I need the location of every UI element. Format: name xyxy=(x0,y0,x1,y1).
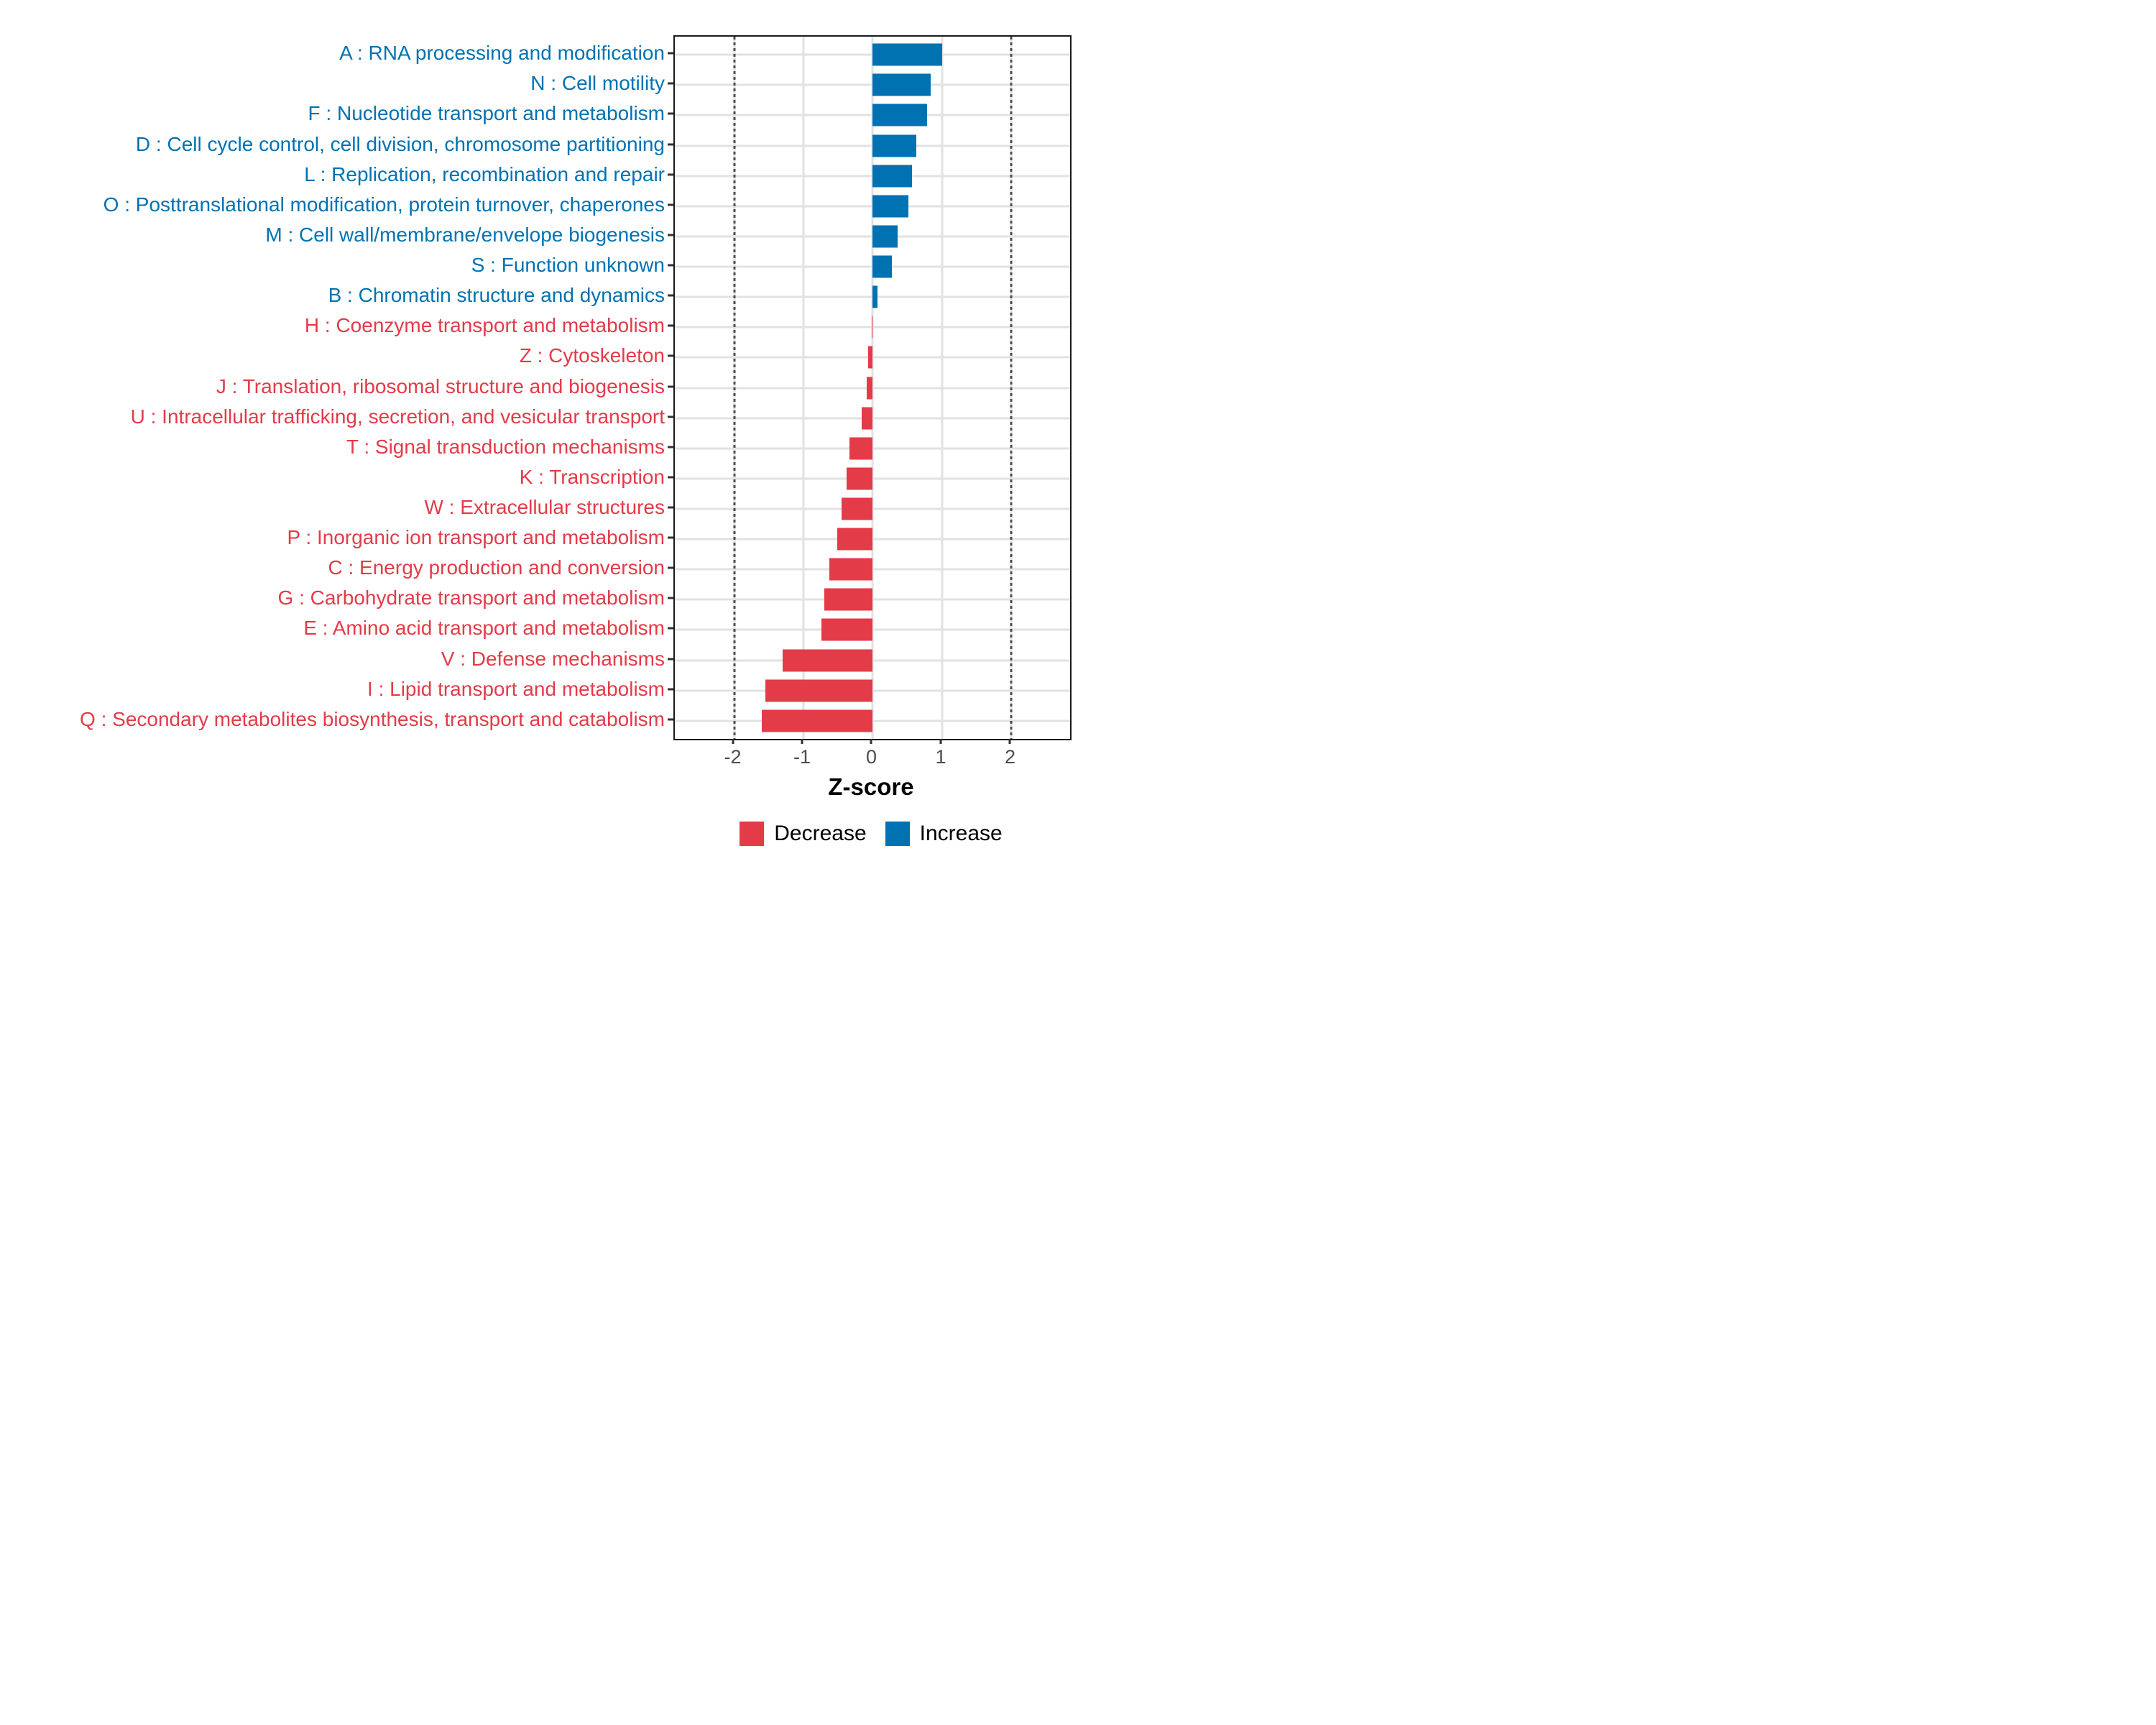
bar-H xyxy=(872,316,873,339)
x-tick-label-2: 2 xyxy=(1004,746,1015,768)
category-label-M: M : Cell wall/membrane/envelope biogenesis xyxy=(265,223,665,246)
bar-K xyxy=(847,467,873,489)
bar-O xyxy=(872,195,908,217)
x-tick-label--1: -1 xyxy=(793,746,811,768)
category-label-H: H : Coenzyme transport and metabolism xyxy=(304,314,665,337)
x-tick-2 xyxy=(1009,739,1011,744)
x-tick-0 xyxy=(870,739,872,744)
y-tick-V xyxy=(668,658,673,660)
bar-P xyxy=(837,528,872,551)
bar-Z xyxy=(868,346,873,369)
x-axis-tick-marks xyxy=(673,739,1069,744)
category-label-L: L : Replication, recombination and repair xyxy=(304,162,665,185)
y-tick-K xyxy=(668,476,673,478)
bar-G xyxy=(824,589,873,611)
bar-D xyxy=(872,134,916,157)
decrease-color-swatch xyxy=(740,822,764,846)
legend-item-decrease xyxy=(740,822,866,846)
category-label-U: U : Intracellular trafficking, secretion, and vesicular transport xyxy=(130,405,665,428)
bar-F xyxy=(872,104,926,126)
category-label-I: I : Lipid transport and metabolism xyxy=(367,677,665,700)
bar-T xyxy=(849,437,873,459)
category-axis-labels xyxy=(0,35,665,737)
legend-label-decrease: Decrease xyxy=(774,822,867,845)
bar-A xyxy=(872,44,941,66)
y-tick-Q xyxy=(668,718,673,720)
y-tick-I xyxy=(668,688,673,690)
reference-line xyxy=(733,37,735,739)
y-tick-H xyxy=(668,325,673,327)
category-label-J: J : Translation, ribosomal structure and biogenesis xyxy=(216,374,665,397)
legend-item-increase xyxy=(885,822,1003,846)
y-tick-F xyxy=(668,113,673,115)
x-tick-label-1: 1 xyxy=(935,746,946,768)
reference-line xyxy=(1010,37,1013,739)
category-label-W: W : Extracellular structures xyxy=(424,495,665,518)
y-tick-G xyxy=(668,597,673,599)
y-tick-W xyxy=(668,506,673,508)
plot-panel xyxy=(673,35,1072,740)
legend-label-increase: Increase xyxy=(919,822,1003,845)
bar-N xyxy=(872,74,930,96)
y-tick-T xyxy=(668,446,673,448)
y-tick-N xyxy=(668,83,673,85)
x-axis-title: Z-score xyxy=(828,773,914,800)
category-label-B: B : Chromatin structure and dynamics xyxy=(328,284,665,307)
bar-C xyxy=(829,558,873,581)
y-tick-S xyxy=(668,264,673,267)
bar-S xyxy=(872,256,891,278)
x-tick--1 xyxy=(801,739,803,744)
y-tick-D xyxy=(668,143,673,145)
category-label-P: P : Inorganic ion transport and metabolism xyxy=(287,526,665,549)
category-label-F: F : Nucleotide transport and metabolism xyxy=(308,102,665,125)
y-axis-tick-marks xyxy=(668,35,673,737)
bar-Q xyxy=(762,709,872,732)
x-tick-label--2: -2 xyxy=(724,746,742,768)
bar-V xyxy=(783,649,872,671)
bar-U xyxy=(862,407,872,429)
y-tick-L xyxy=(668,173,673,175)
bar-M xyxy=(872,225,898,247)
bar-J xyxy=(867,377,873,399)
category-label-Q: Q : Secondary metabolites biosynthesis, transport and catabolism xyxy=(80,707,665,730)
y-tick-C xyxy=(668,567,673,569)
category-label-E: E : Amino acid transport and metabolism xyxy=(303,617,665,640)
category-label-K: K : Transcription xyxy=(519,465,665,488)
category-label-G: G : Carbohydrate transport and metabolism xyxy=(277,586,665,610)
y-tick-O xyxy=(668,203,673,206)
y-tick-Z xyxy=(668,355,673,357)
category-label-Z: Z : Cytoskeleton xyxy=(519,344,665,367)
bar-L xyxy=(872,165,912,187)
category-label-D: D : Cell cycle control, cell division, chromosome partitioning xyxy=(135,132,665,155)
y-tick-A xyxy=(668,52,673,55)
cog-category-zscore-chart xyxy=(0,0,1078,862)
category-label-O: O : Posttranslational modification, protein turnover, chaperones xyxy=(103,193,665,216)
category-label-S: S : Function unknown xyxy=(471,254,665,277)
category-label-C: C : Energy production and conversion xyxy=(328,556,665,579)
y-tick-E xyxy=(668,627,673,630)
bar-I xyxy=(765,679,873,702)
category-label-T: T : Signal transduction mechanisms xyxy=(346,435,665,458)
x-tick-label-0: 0 xyxy=(865,746,877,768)
category-label-V: V : Defense mechanisms xyxy=(441,647,665,670)
legend xyxy=(673,819,1069,848)
y-tick-M xyxy=(668,234,673,236)
bar-B xyxy=(872,286,877,308)
category-label-A: A : RNA processing and modification xyxy=(339,42,665,65)
x-tick--2 xyxy=(732,739,734,744)
bar-W xyxy=(842,497,872,520)
bar-E xyxy=(821,619,872,641)
y-tick-P xyxy=(668,537,673,539)
x-axis-tick-labels xyxy=(673,748,1069,770)
y-tick-B xyxy=(668,295,673,297)
y-tick-J xyxy=(668,385,673,387)
category-label-N: N : Cell motility xyxy=(530,72,665,95)
y-tick-U xyxy=(668,415,673,418)
increase-color-swatch xyxy=(885,822,910,846)
x-tick-1 xyxy=(939,739,941,744)
